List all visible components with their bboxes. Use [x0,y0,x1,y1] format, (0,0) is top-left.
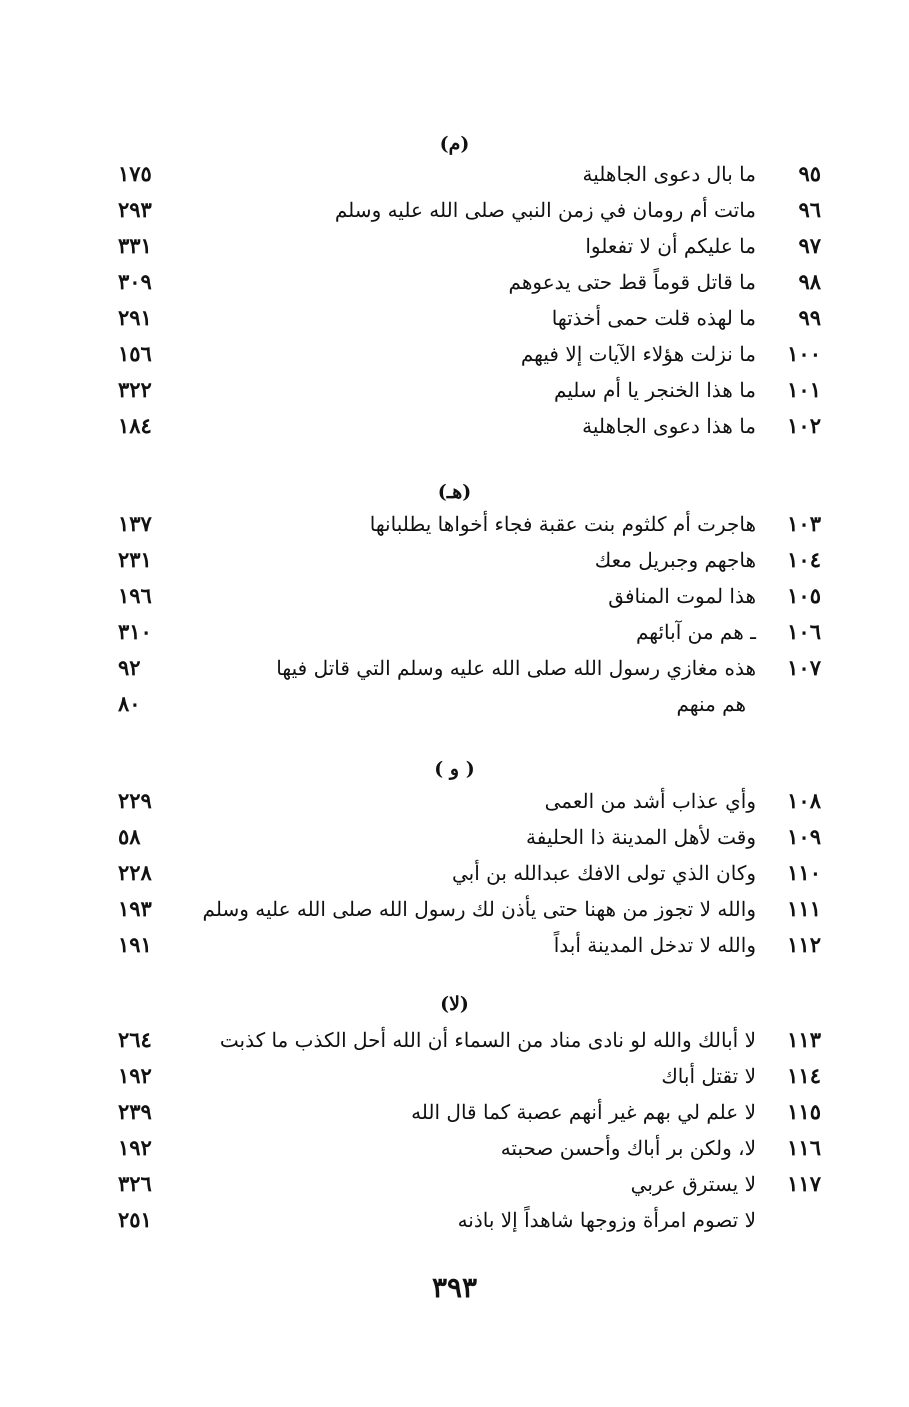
entry-number: ١٠٥ [787,583,821,608]
index-entry [0,930,909,966]
index-entry [0,1205,909,1241]
index-entry [0,545,909,581]
index-entry [0,267,909,303]
index-entry [0,303,909,339]
entry-text: هاجرت أم كلثوم بنت عقبة فجاء أخواها يطلبانها [369,512,756,536]
index-entry [0,411,909,447]
entry-number: ١٠١ [787,377,821,402]
page-number: ٣٩٣ [431,1271,478,1304]
entry-text: ـ هم من آبائهم [635,620,756,644]
entry-text: هاجهم وجبريل معك [594,548,756,572]
entry-page: ٢٥١ [118,1207,152,1232]
index-entry [0,1025,909,1061]
entry-page: ٣٢٦ [118,1171,152,1196]
entry-number: ١٠٦ [787,619,821,644]
entry-text: ما هذا الخنجر يا أم سليم [553,378,756,402]
entry-page: ٢٢٩ [118,788,152,813]
entry-page: ٢٣٩ [118,1099,152,1124]
entry-number: ١٠٢ [787,413,821,438]
entry-number: ٩٨ [798,269,821,294]
index-entry [0,1061,909,1097]
index-entry [0,617,909,653]
entry-number: ١٠٩ [787,824,821,849]
entry-number: ٩٦ [798,197,821,222]
index-entry [0,375,909,411]
entry-page: ٢٣١ [118,547,152,572]
entry-text: ماتت أم رومان في زمن النبي صلى الله عليه وسلم [334,198,756,222]
index-entry [0,1133,909,1169]
entry-number: ٩٥ [798,161,821,186]
entry-text: ما لهذه قلت حمى أخذتها [551,306,756,330]
entry-number: ١١١ [787,896,821,921]
entry-number: ١٠٧ [787,655,821,680]
entry-page: ١٥٦ [118,341,152,366]
entry-text: لا يسترق عربي [630,1172,756,1196]
index-entry [0,1169,909,1205]
entry-number: ٩٩ [798,305,821,330]
entry-text: هذه مغازي رسول الله صلى الله عليه وسلم التي قاتل فيها [276,656,756,680]
index-entry [0,195,909,231]
entry-text: لا علم لي بهم غير أنهم عصبة كما قال الله [411,1100,756,1124]
entry-number: ١١٦ [787,1135,821,1160]
entry-page: ٢٩١ [118,305,152,330]
entry-page: ١٩٣ [118,896,152,921]
entry-text: وأي عذاب أشد من العمى [544,789,756,813]
index-entry [0,822,909,858]
entry-number: ١٠٨ [787,788,821,813]
index-entry [0,339,909,375]
entry-page: ٣١٠ [118,619,152,644]
entry-text: لا تقتل أباك [661,1064,756,1088]
entry-text: هم منهم [676,692,746,716]
entry-number: ١١٧ [787,1171,821,1196]
entry-number: ١٠٣ [787,511,821,536]
entry-text: لا، ولكن بر أباك وأحسن صحبته [500,1136,756,1160]
entry-page: ٣٠٩ [118,269,152,294]
entry-page: ٢٦٤ [118,1027,152,1052]
entry-page: ١٩٦ [118,583,152,608]
entry-page: ١٩٢ [118,1135,152,1160]
index-entry [0,159,909,195]
entry-page: ١٧٥ [118,161,152,186]
index-entry [0,858,909,894]
entry-page: ٣٢٢ [118,377,152,402]
entry-page: ٨٠ [118,691,141,716]
section-title: ( و ) [434,758,475,780]
entry-page: ٥٨ [118,824,141,849]
entry-number: ١١٣ [787,1027,821,1052]
section-title: (هـ) [437,481,472,503]
index-entry [0,581,909,617]
entry-text: ما بال دعوى الجاهلية [582,162,756,186]
entry-text: هذا لموت المنافق [608,584,756,608]
index-entry [0,689,909,725]
index-entry [0,786,909,822]
entry-text: ما نزلت هؤلاء الآيات إلا فيهم [520,342,756,366]
entry-text: ما قاتل قوماً قط حتى يدعوهم [508,270,756,294]
entry-number: ١١٢ [787,932,821,957]
section-title: (لا) [440,993,469,1015]
index-entry [0,509,909,545]
index-entry [0,894,909,930]
entry-page: ١٣٧ [118,511,152,536]
index-entry [0,1097,909,1133]
entry-page: ٢٩٣ [118,197,152,222]
entry-text: ما هذا دعوى الجاهلية [582,414,756,438]
index-entry [0,231,909,267]
entry-text: والله لا تدخل المدينة أبداً [553,933,756,957]
entry-page: ٣٣١ [118,233,152,258]
entry-number: ١١٥ [787,1099,821,1124]
entry-text: لا أبالك والله لو نادى مناد من السماء أن الله أحل الكذب ما كذبت [219,1028,756,1052]
entry-page: ١٩٢ [118,1063,152,1088]
entry-page: ٢٢٨ [118,860,152,885]
entry-number: ١٠٤ [787,547,821,572]
entry-number: ١١٤ [787,1063,821,1088]
entry-number: ١٠٠ [787,341,821,366]
entry-number: ١١٠ [787,860,821,885]
index-entry [0,653,909,689]
entry-text: لا تصوم امرأة وزوجها شاهداً إلا باذنه [457,1208,756,1232]
entry-text: وكان الذي تولى الافك عبدالله بن أبي [452,861,756,885]
entry-page: ١٩١ [118,932,152,957]
entry-page: ٩٢ [118,655,141,680]
entry-number: ٩٧ [798,233,821,258]
entry-page: ١٨٤ [118,413,152,438]
entry-text: وقت لأهل المدينة ذا الحليفة [526,825,756,849]
section-title: (م) [439,133,470,155]
entry-text: ما عليكم أن لا تفعلوا [585,234,756,258]
entry-text: والله لا تجوز من ههنا حتى يأذن لك رسول الله صلى الله عليه وسلم [202,897,756,921]
